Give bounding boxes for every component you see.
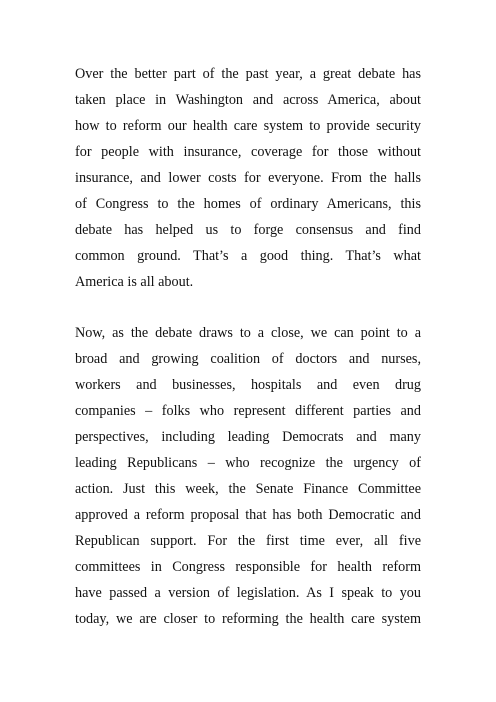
text-line: of Congress to the homes of ordinary Americans, this (75, 196, 421, 212)
text-line: America is all about. (75, 274, 194, 290)
text-line: today, we are closer to reforming the health care system (75, 611, 421, 627)
text-line: action. Just this week, the Senate Finance Committee (75, 481, 421, 497)
text-line: Now, as the debate draws to a close, we can point to a (75, 325, 421, 341)
text-line: insurance, and lower costs for everyone. From the halls (75, 170, 421, 186)
text-line: companies – folks who represent different parties and (75, 403, 421, 419)
text-line: leading Republicans – who recognize the urgency of (75, 455, 421, 471)
text-line: committees in Congress responsible for health reform (75, 559, 421, 575)
text-line: how to reform our health care system to provide security (75, 118, 421, 134)
text-line: approved a reform proposal that has both Democratic and (75, 507, 421, 523)
text-line: taken place in Washington and across America, about (75, 92, 421, 108)
text-line: Over the better part of the past year, a great debate has (75, 66, 421, 82)
text-line: perspectives, including leading Democrats and many (75, 429, 421, 445)
text-line: broad and growing coalition of doctors and nurses, (75, 351, 421, 367)
text-line: have passed a version of legislation. As I speak to you (75, 585, 421, 601)
paragraph-1 (75, 61, 421, 295)
text-line: common ground. That’s a good thing. That’s what (75, 248, 421, 264)
text-line: Republican support. For the first time ever, all five (75, 533, 421, 549)
text-line: for people with insurance, coverage for those without (75, 144, 421, 160)
text-line: workers and businesses, hospitals and even drug (75, 377, 421, 393)
paragraph-2 (75, 320, 421, 632)
text-line: debate has helped us to forge consensus and find (75, 222, 421, 238)
